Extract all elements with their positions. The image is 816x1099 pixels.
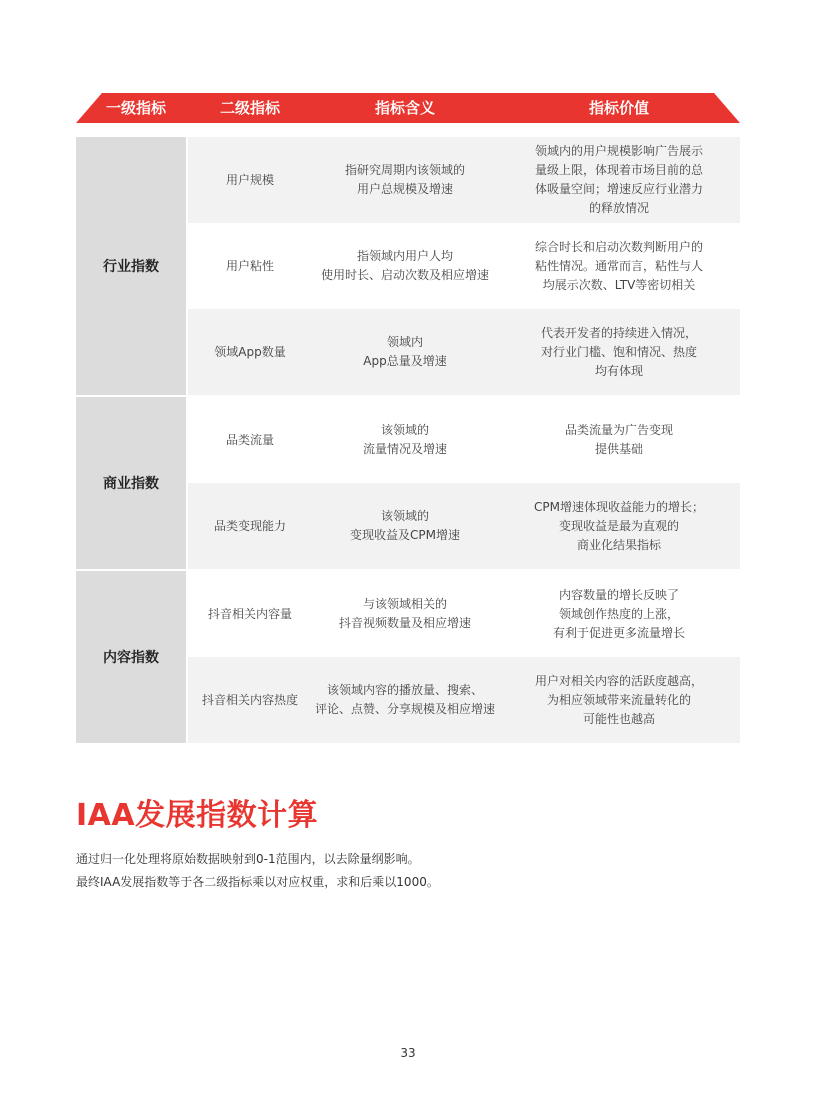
header-value: 指标价值 [588, 99, 649, 117]
row-value: CPM增速体现收益能力的增长； 变现收益是最为直观的 商业化结果指标 [534, 499, 704, 552]
row-name: 领域App数量 [214, 344, 286, 359]
row-name: 用户规模 [225, 172, 274, 187]
table-row [188, 309, 740, 395]
header-level2: 二级指标 [219, 99, 280, 117]
row-meaning: 领域内 App总量及增速 [363, 335, 447, 368]
section-paragraph-2: 最终IAA发展指数等于各二级指标乘以对应权重，求和后乘以1000。 [76, 875, 439, 889]
page-number: 33 [400, 1046, 416, 1060]
row-name: 抖音相关内容量 [207, 606, 292, 621]
row-name: 用户粘性 [225, 258, 274, 273]
row-meaning: 指领域内用户人均 使用时长、启动次数及相应增速 [320, 249, 489, 282]
row-value: 用户对相关内容的活跃度越高， 为相应领域带来流量转化的 可能性也越高 [534, 673, 703, 726]
row-meaning: 该领域的 流量情况及增速 [362, 423, 447, 456]
row-meaning: 该领域内容的播放量、搜索、 评论、点赞、分享规模及相应增速 [314, 683, 495, 716]
table-row [188, 397, 740, 483]
row-value: 领域内的用户规模影响广告展示 量级上限，体现着市场目前的总 体吸量空间；增速反应行业潜力 的释放情况 [534, 144, 703, 215]
table-row [188, 571, 740, 657]
group-industry-index: 行业指数 [76, 137, 186, 395]
table-row [188, 137, 740, 223]
row-meaning: 与该领域相关的 抖音视频数量及相应增速 [338, 597, 471, 630]
group-content-index: 内容指数 [76, 571, 186, 743]
table-row [188, 657, 740, 743]
row-meaning: 指研究周期内该领域的 用户总规模及增速 [344, 163, 465, 196]
row-name: 品类变现能力 [213, 518, 286, 533]
table-row [188, 223, 740, 309]
row-value: 内容数量的增长反映了 领域创作热度的上涨， 有利于促进更多流量增长 [552, 587, 685, 640]
group-commercial-index: 商业指数 [76, 397, 186, 569]
header-level1: 一级指标 [105, 99, 166, 117]
section-title: IAA发展指数计算 [76, 798, 319, 833]
row-value: 代表开发者的持续进入情况， 对行业门槛、饱和情况、热度 均有体现 [540, 325, 697, 378]
row-meaning: 该领域的 变现收益及CPM增速 [350, 509, 460, 542]
table-row [188, 483, 740, 569]
row-value: 品类流量为广告变现 提供基础 [564, 423, 673, 456]
row-name: 品类流量 [225, 432, 274, 447]
section-paragraph-1: 通过归一化处理将原始数据映射到0-1范围内，以去除量纲影响。 [76, 852, 420, 866]
header-meaning: 指标含义 [374, 99, 435, 117]
row-value: 综合时长和启动次数判断用户的 粘性情况。通常而言，粘性与人 均展示次数、LTV等密切相关 [534, 239, 703, 292]
row-name: 抖音相关内容热度 [201, 692, 298, 707]
